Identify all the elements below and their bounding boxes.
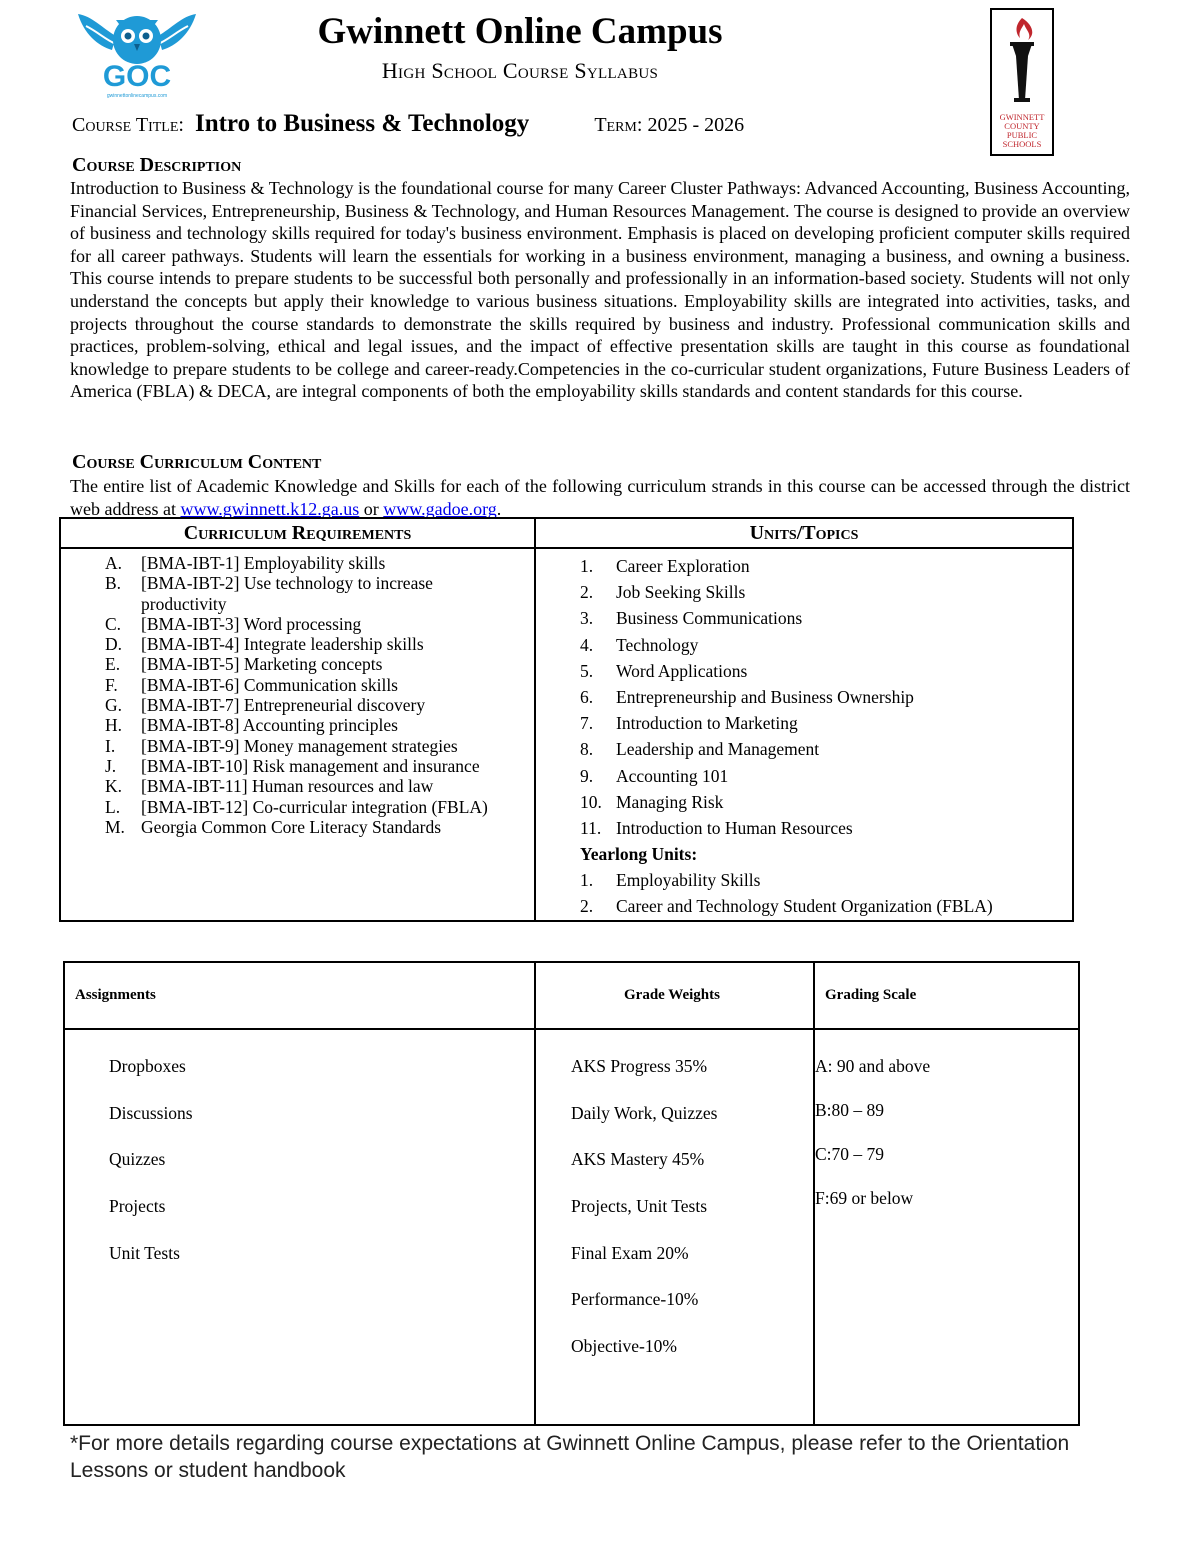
- campus-title: Gwinnett Online Campus: [317, 11, 723, 52]
- list-marker: G.: [105, 695, 123, 716]
- assignment-item: Unit Tests: [109, 1242, 180, 1263]
- list-text: [BMA-IBT-8] Accounting principles: [141, 715, 398, 736]
- list-marker: 4.: [580, 634, 594, 655]
- list-text: [BMA-IBT-4] Integrate leadership skills: [141, 634, 424, 655]
- scale-item: B:80 – 89: [815, 1100, 885, 1120]
- unit-item: [580, 632, 1072, 658]
- grading-scale-header: Grading Scale: [814, 962, 1079, 1029]
- list-marker: J.: [105, 755, 117, 776]
- list-marker: F.: [105, 674, 118, 695]
- weight-item: Projects, Unit Tests: [571, 1196, 708, 1217]
- unit-item: [580, 789, 1072, 815]
- gcps-torch-logo: [990, 8, 1054, 156]
- requirement-item: [105, 573, 534, 614]
- list-text: Introduction to Marketing: [616, 713, 798, 734]
- term-value: 2025 - 2026: [647, 114, 745, 136]
- requirements-list: [61, 549, 534, 837]
- list-text: Technology: [616, 634, 699, 655]
- unit-item: [580, 658, 1072, 684]
- assignments-header: Assignments: [64, 962, 535, 1029]
- list-marker: 5.: [580, 660, 594, 681]
- footer-note: *For more details regarding course expectations at Gwinnett Online Campus, please refer to the Orientation Lessons or student handbook: [70, 1432, 1070, 1482]
- requirement-item: [105, 695, 534, 715]
- list-text: Georgia Common Core Literacy Standards: [141, 816, 442, 837]
- assignment-item: Quizzes: [109, 1149, 166, 1170]
- assignments-list: [109, 1056, 534, 1289]
- gcps-logo-text-1: GWINNETT: [999, 112, 1045, 122]
- unit-item: [580, 736, 1072, 762]
- gcps-logo-text-4: SCHOOLS: [1002, 139, 1042, 149]
- list-text: Entrepreneurship and Business Ownership: [616, 687, 914, 708]
- curriculum-intro: [70, 475, 1130, 520]
- list-text: Accounting 101: [616, 765, 729, 786]
- list-marker: 11.: [580, 818, 602, 839]
- unit-item: [580, 684, 1072, 710]
- list-text: [BMA-IBT-12] Co-curricular integration (FBLA): [141, 796, 488, 817]
- requirements-cell: [60, 548, 535, 921]
- list-marker: 6.: [580, 687, 594, 708]
- unit-item: [580, 710, 1072, 736]
- requirement-item: [105, 797, 534, 817]
- units-cell: [535, 548, 1073, 921]
- units-topics-header: Units/Topics: [535, 518, 1073, 548]
- weight-item: Daily Work, Quizzes: [571, 1102, 718, 1123]
- list-text: Leadership and Management: [616, 739, 820, 760]
- list-marker: 9.: [580, 765, 594, 786]
- or-text: or: [359, 498, 384, 519]
- yearlong-units-heading: Yearlong Units:: [580, 844, 698, 865]
- list-marker: L.: [105, 796, 121, 817]
- weight-item: AKS Progress 35%: [571, 1056, 708, 1076]
- gcps-logo-text-3: PUBLIC: [1006, 130, 1038, 140]
- list-marker: 3.: [580, 608, 594, 629]
- list-text: Job Seeking Skills: [616, 582, 746, 603]
- curriculum-content-heading: Course Curriculum Content: [72, 451, 322, 473]
- list-marker: I.: [105, 735, 116, 756]
- requirement-item: [105, 715, 534, 735]
- weights-cell: [535, 1029, 814, 1425]
- yearlong-unit-item: [580, 893, 1072, 919]
- curriculum-requirements-header: Curriculum Requirements: [60, 518, 535, 548]
- requirement-item: [105, 756, 534, 776]
- course-title-label: Course Title:: [72, 114, 184, 136]
- list-marker: 1.: [580, 556, 594, 576]
- list-marker: C.: [105, 613, 122, 634]
- course-title-row: [72, 110, 744, 138]
- term-label: Term:: [594, 114, 643, 136]
- yearlong-units-list: [536, 867, 1072, 919]
- assignment-item: Projects: [109, 1196, 166, 1217]
- scale-list: [815, 1056, 1078, 1232]
- scale-item: C:70 – 79: [815, 1144, 885, 1164]
- syllabus-subtitle: High School Course Syllabus: [381, 58, 659, 83]
- list-text: Career and Technology Student Organization (FBLA): [616, 896, 993, 917]
- list-marker: 7.: [580, 713, 594, 734]
- curriculum-intro-text: The entire list of Academic Knowledge and Skills for each of the following curriculum strands in this course can be accessed through the district web address at: [70, 476, 1130, 519]
- requirement-item: [105, 817, 534, 837]
- weight-item: Final Exam 20%: [571, 1242, 689, 1263]
- goc-logo-text: GOC: [102, 60, 172, 93]
- weight-item: Objective-10%: [571, 1336, 677, 1357]
- list-marker: 1.: [580, 870, 594, 891]
- list-text: Career Exploration: [616, 556, 750, 576]
- grading-table: [63, 961, 1080, 1426]
- weights-list: [571, 1056, 813, 1383]
- scale-item: A: 90 and above: [815, 1056, 931, 1076]
- gwinnett-link[interactable]: www.gwinnett.k12.ga.us: [180, 498, 360, 519]
- list-marker: E.: [105, 654, 121, 675]
- assignments-cell: [64, 1029, 535, 1425]
- list-text: [BMA-IBT-10] Risk management and insurance: [141, 755, 480, 776]
- list-text: [BMA-IBT-11] Human resources and law: [141, 776, 434, 797]
- unit-item: [580, 579, 1072, 605]
- weight-item: AKS Mastery 45%: [571, 1149, 705, 1170]
- list-marker: D.: [105, 634, 123, 655]
- list-text: [BMA-IBT-6] Communication skills: [141, 674, 398, 695]
- weight-item: Performance-10%: [571, 1289, 699, 1310]
- unit-item: [580, 605, 1072, 631]
- list-marker: M.: [105, 816, 125, 837]
- requirement-item: [105, 736, 534, 756]
- list-marker: 8.: [580, 739, 594, 760]
- requirement-item: [105, 614, 534, 634]
- assignment-item: Discussions: [109, 1102, 193, 1123]
- unit-item: [580, 553, 1072, 579]
- requirement-item: [105, 654, 534, 674]
- requirement-item: [105, 553, 534, 573]
- list-text: [BMA-IBT-1] Employability skills: [141, 553, 386, 573]
- list-text: Word Applications: [616, 660, 748, 681]
- requirement-item: [105, 675, 534, 695]
- list-text: Business Communications: [616, 608, 803, 629]
- scale-item: F:69 or below: [815, 1188, 914, 1208]
- yearlong-unit-item: [580, 867, 1072, 893]
- requirement-item: [105, 634, 534, 654]
- gadoe-link[interactable]: www.gadoe.org: [383, 498, 497, 519]
- course-description-heading: Course Description: [72, 154, 242, 176]
- goc-logo-url: gwinnettonlinecampus.com: [106, 93, 168, 99]
- list-text: Introduction to Human Resources: [616, 818, 853, 839]
- list-text: Managing Risk: [616, 791, 724, 812]
- requirement-item: [105, 776, 534, 796]
- curriculum-table: [59, 517, 1074, 922]
- list-text: [BMA-IBT-7] Entrepreneurial discovery: [141, 695, 426, 716]
- scale-cell: [814, 1029, 1079, 1425]
- list-marker: 2.: [580, 896, 594, 917]
- units-list: [536, 549, 1072, 841]
- course-description-text: Introduction to Business & Technology is the foundational course for many Career Cluster Pathways: Advanced Accounting, Business Accounting, Financial Services, Entrepreneurship, Business & Technology, and Human Resources Management. The course is designed to provide an overview of business and technology skills required for today's business environment. Emphasis is placed on developing proficient computer skills required for all career pathways. Students will learn the essentials for working in a business environment, managing a business, and owning a business. This course intends to prepare students to be successful both personally and professionally in an information-based society. Students will not only understand the concepts but apply their knowledge to various business situations. Employability skills are integrated into activities, tasks, and projects throughout the course standards to demonstrate the skills required by business and industry. Professional communication skills and practices, problem-solving, ethical and legal issues, and the impact of effective presentation skills are taught in this course as foundational knowledge to prepare students to be college and career-ready.Competencies in the co-curricular student organizations, Future Business Leaders of America (FBLA) & DECA, are integral components of both the employability skills standards and content standards for this course.: [70, 178, 1130, 402]
- assignment-item: Dropboxes: [109, 1056, 186, 1076]
- list-text: [BMA-IBT-5] Marketing concepts: [141, 654, 383, 675]
- gcps-logo-text-2: COUNTY: [1004, 121, 1040, 131]
- intro-end: .: [496, 498, 502, 519]
- list-marker: K.: [105, 776, 123, 797]
- list-text: [BMA-IBT-2] Use technology to increase productivity: [141, 573, 433, 614]
- list-marker: B.: [105, 573, 122, 594]
- goc-owl-logo: [72, 6, 202, 100]
- grade-weights-header: Grade Weights: [535, 962, 814, 1029]
- unit-item: [580, 763, 1072, 789]
- list-text: Employability Skills: [616, 870, 761, 891]
- list-text: [BMA-IBT-3] Word processing: [141, 613, 362, 634]
- list-marker: H.: [105, 715, 123, 736]
- unit-item: [580, 815, 1072, 841]
- list-text: [BMA-IBT-9] Money management strategies: [141, 735, 458, 756]
- list-marker: A.: [105, 553, 123, 573]
- list-marker: 2.: [580, 582, 594, 603]
- list-marker: 10.: [580, 791, 602, 812]
- course-title: Intro to Business & Technology: [194, 110, 530, 137]
